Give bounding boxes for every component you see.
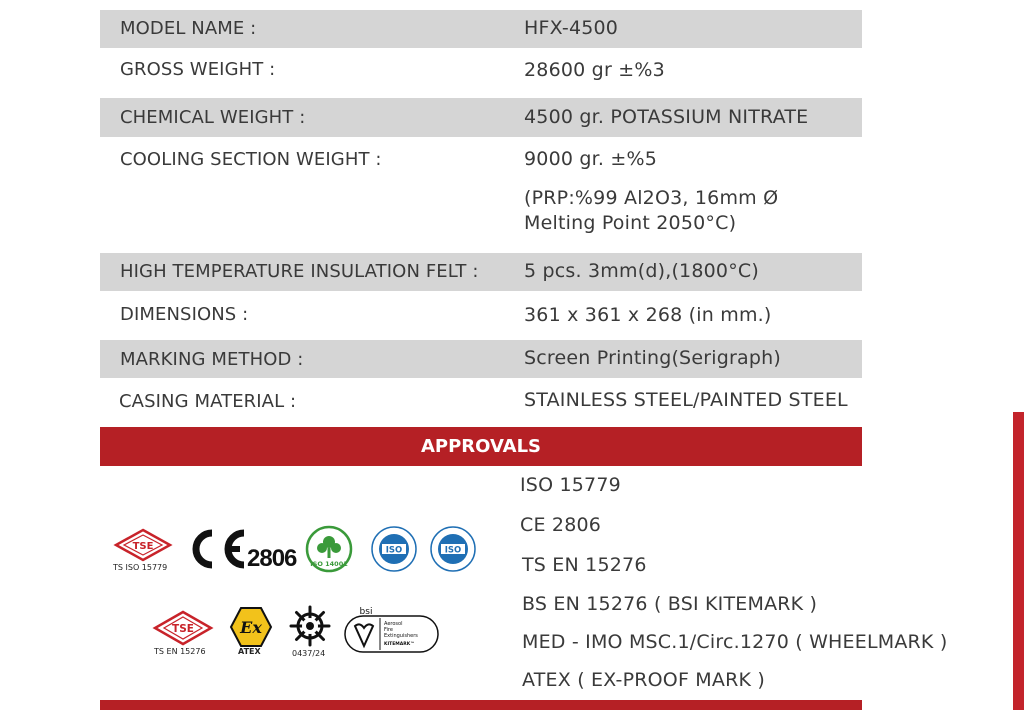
spec-row-marking-method <box>100 340 862 378</box>
spec-label: CHEMICAL WEIGHT : <box>120 107 306 128</box>
spec-row-dimensions <box>100 291 862 340</box>
spec-label: MODEL NAME : <box>120 18 257 39</box>
tse-logo-caption: TS EN 15276 <box>154 647 206 656</box>
svg-text:TSE: TSE <box>172 623 194 635</box>
spec-value: 28600 gr ±%3 <box>524 59 665 81</box>
tse-logo-caption: TS ISO 15779 <box>113 563 168 572</box>
svg-text:ISO: ISO <box>385 545 403 556</box>
spec-label: COOLING SECTION WEIGHT : <box>120 149 382 170</box>
approval-item: ISO 15779 <box>520 474 621 496</box>
iso-certified-logo <box>370 525 418 573</box>
ce-number: 2806 <box>247 545 297 572</box>
spec-label: DIMENSIONS : <box>120 304 249 325</box>
svg-text:Aerosol: Aerosol <box>384 621 403 627</box>
approvals-header: APPROVALS <box>100 427 862 466</box>
svg-text:TSE: TSE <box>132 541 154 552</box>
bsi-kitemark-logo <box>344 604 440 654</box>
spec-row-insulation-felt <box>100 253 862 291</box>
approval-item: TS EN 15276 <box>522 554 647 576</box>
approval-item: CE 2806 <box>520 514 602 536</box>
side-accent-bar <box>1013 412 1024 710</box>
approval-item: MED - IMO MSC.1/Circ.1270 ( WHEELMARK ) <box>522 631 948 653</box>
iso-14001-logo <box>304 524 354 574</box>
wheelmark-icon <box>288 604 332 648</box>
svg-text:Fire: Fire <box>384 627 393 633</box>
iso-certified-logo <box>429 525 477 573</box>
spec-label: HIGH TEMPERATURE INSULATION FELT : <box>120 261 479 282</box>
spec-label: MARKING METHOD : <box>120 349 304 370</box>
bottom-accent-bar <box>100 700 862 710</box>
svg-text:ISO 14001: ISO 14001 <box>310 560 348 568</box>
spec-row-casing-material <box>100 378 862 426</box>
ce-mark-icon <box>186 527 248 571</box>
spec-row-cooling-section-weight <box>100 137 862 253</box>
svg-text:ISO: ISO <box>444 545 462 556</box>
spec-label: GROSS WEIGHT : <box>120 59 276 80</box>
spec-value: Screen Printing(Serigraph) <box>524 347 781 369</box>
svg-text:KITEMARK™: KITEMARK™ <box>384 642 415 647</box>
tse-logo <box>112 528 174 562</box>
spec-value: HFX-4500 <box>524 17 619 39</box>
spec-row-gross-weight <box>100 48 862 98</box>
approval-item: ATEX ( EX-PROOF MARK ) <box>522 669 766 691</box>
svg-text:Ex: Ex <box>240 618 262 637</box>
spec-row-model-name <box>100 10 862 48</box>
spec-value: 9000 gr. ±%5 (PRP:%99 Al2O3, 16mm Ø Melting Point 2050°C) <box>524 148 779 234</box>
spec-value: 4500 gr. POTASSIUM NITRATE <box>524 106 809 128</box>
specification-table <box>100 10 862 426</box>
spec-value: 361 x 361 x 268 (in mm.) <box>524 304 772 326</box>
tse-logo <box>151 610 215 646</box>
wheelmark-caption: 0437/24 <box>292 649 326 658</box>
spec-row-chemical-weight <box>100 98 862 137</box>
svg-text:bsi: bsi <box>359 607 373 617</box>
spec-value: STAINLESS STEEL/PAINTED STEEL <box>524 389 848 411</box>
approval-item: BS EN 15276 ( BSI KITEMARK ) <box>522 593 818 615</box>
spec-label: CASING MATERIAL : <box>119 391 297 412</box>
spec-value: 5 pcs. 3mm(d),(1800°C) <box>524 260 759 282</box>
atex-caption: ATEX <box>238 647 261 656</box>
atex-ex-icon <box>229 606 273 648</box>
svg-text:Extinguishers: Extinguishers <box>384 633 418 639</box>
